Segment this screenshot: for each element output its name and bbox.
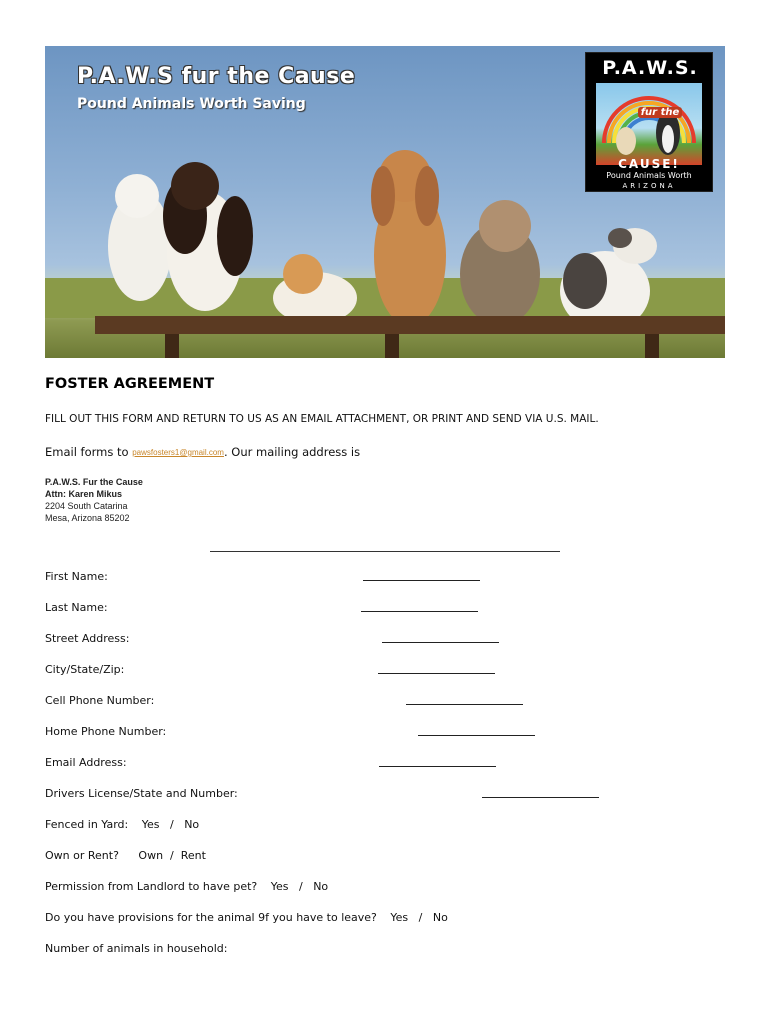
logo-cause-text: CAUSE! xyxy=(618,157,680,171)
city-state-zip-field[interactable] xyxy=(378,673,495,674)
email-address-label: Email Address: xyxy=(45,756,127,769)
own-or-rent-label: Own or Rent? xyxy=(45,849,119,862)
landlord-permission-question xyxy=(45,880,328,893)
email-prefix: Email forms to xyxy=(45,445,129,459)
form-instruction: FILL OUT THIS FORM AND RETURN TO US AS AN EMAIL ATTACHMENT, OR PRINT AND SEND VIA U.S. MAIL. xyxy=(45,413,599,425)
address-line-4: Mesa, Arizona 85202 xyxy=(45,513,130,523)
section-divider xyxy=(210,551,560,552)
form-heading: FOSTER AGREEMENT xyxy=(45,376,215,392)
provisions-label: Do you have provisions for the animal 9f you have to leave? xyxy=(45,911,377,924)
banner-title: P.A.W.S fur the Cause xyxy=(77,64,356,89)
provisions-options[interactable]: Yes / No xyxy=(390,911,448,924)
cell-phone-label: Cell Phone Number: xyxy=(45,694,155,707)
own-or-rent-options[interactable]: Own / Rent xyxy=(138,849,206,862)
picnic-table xyxy=(95,316,725,334)
street-address-field[interactable] xyxy=(382,642,499,643)
logo-title: P.A.W.S. xyxy=(602,57,698,79)
mailing-address xyxy=(45,476,143,524)
landlord-permission-options[interactable]: Yes / No xyxy=(270,880,329,893)
table-leg xyxy=(385,334,399,358)
address-line-3: 2204 South Catarina xyxy=(45,501,128,511)
last-name-field[interactable] xyxy=(361,611,478,612)
logo-caption-state: ARIZONA xyxy=(622,182,676,190)
provisions-question xyxy=(45,911,448,924)
own-or-rent-question xyxy=(45,849,206,862)
home-phone-label: Home Phone Number: xyxy=(45,725,167,738)
home-phone-field[interactable] xyxy=(418,735,535,736)
fenced-yard-label: Fenced in Yard: xyxy=(45,818,129,831)
logo-caption xyxy=(590,171,708,191)
first-name-field[interactable] xyxy=(363,580,480,581)
email-suffix: . Our mailing address is xyxy=(223,445,361,459)
city-state-zip-label: City/State/Zip: xyxy=(45,663,125,676)
animals-in-household-label: Number of animals in household: xyxy=(45,942,228,955)
email-address-field[interactable] xyxy=(379,766,496,767)
drivers-license-label: Drivers License/State and Number: xyxy=(45,787,238,800)
last-name-label: Last Name: xyxy=(45,601,108,614)
drivers-license-field[interactable] xyxy=(482,797,599,798)
paws-logo xyxy=(585,52,713,192)
table-leg xyxy=(165,334,179,358)
fenced-yard-options[interactable]: Yes / No xyxy=(141,818,200,831)
logo-rainbow-picture xyxy=(596,83,702,165)
email-link[interactable]: pawsfosters1@gmail.com xyxy=(132,448,224,457)
fenced-yard-question xyxy=(45,818,199,831)
landlord-permission-label: Permission from Landlord to have pet? xyxy=(45,880,258,893)
first-name-label: First Name: xyxy=(45,570,108,583)
logo-fur-text: fur the xyxy=(638,107,682,118)
address-line-2: Attn: Karen Mikus xyxy=(45,489,123,499)
street-address-label: Street Address: xyxy=(45,632,130,645)
address-line-1: P.A.W.S. Fur the Cause xyxy=(45,477,143,487)
logo-caption-line1: Pound Animals Worth xyxy=(606,171,692,180)
header-banner-image xyxy=(45,46,725,358)
banner-subtitle: Pound Animals Worth Saving xyxy=(77,96,306,112)
table-leg xyxy=(645,334,659,358)
cell-phone-field[interactable] xyxy=(406,704,523,705)
email-instruction xyxy=(45,445,360,459)
